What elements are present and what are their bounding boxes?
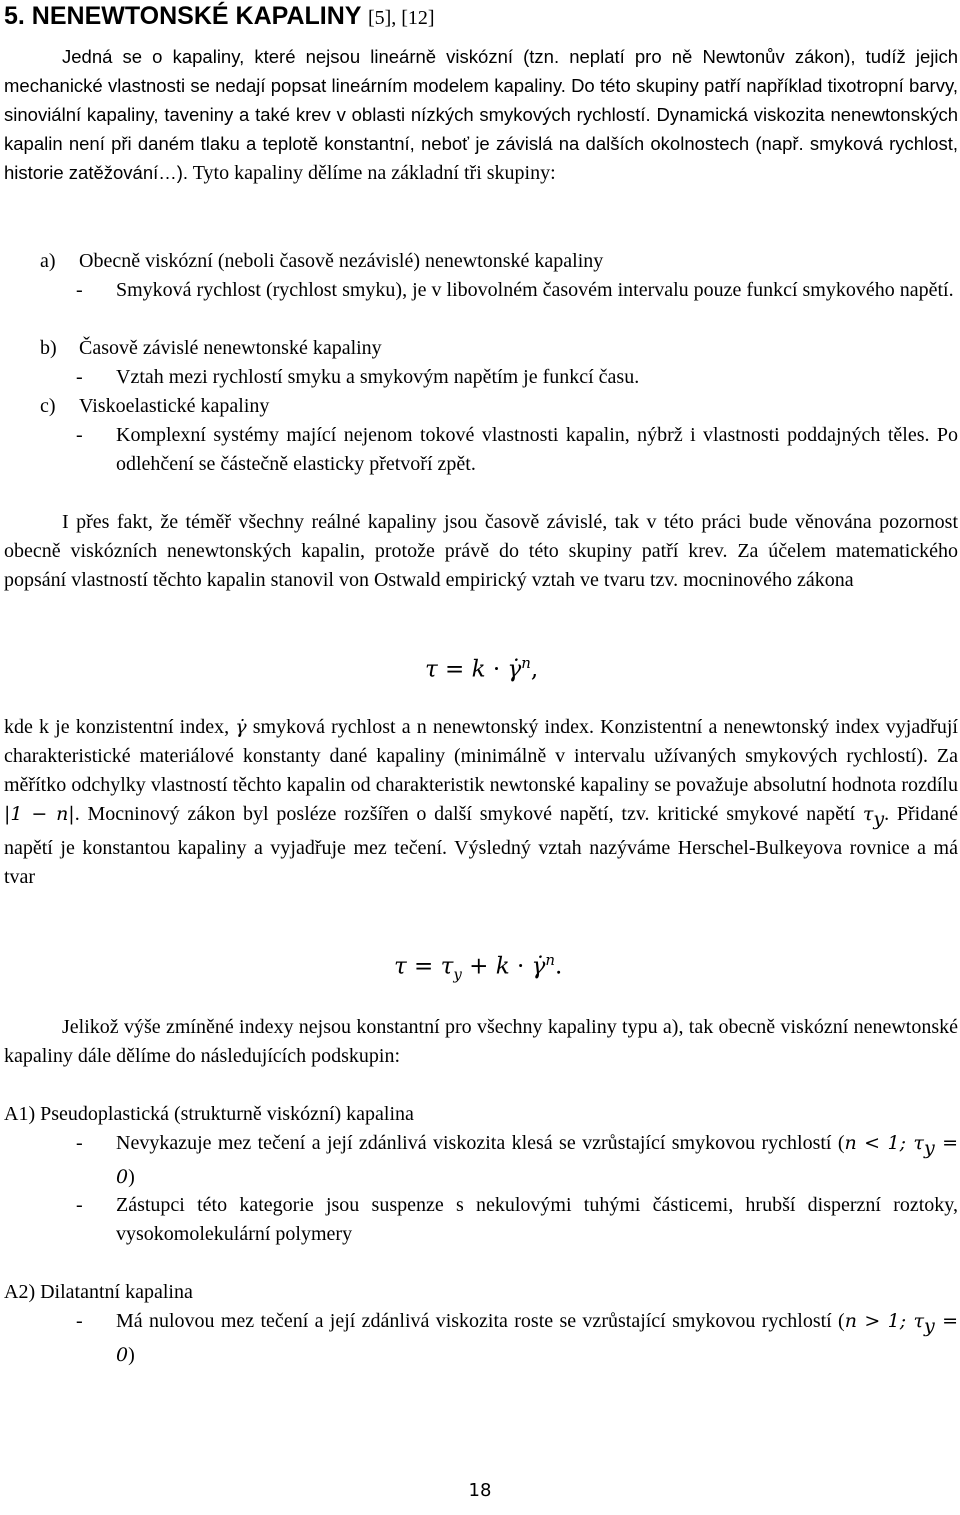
eq1-k: k (471, 656, 486, 683)
a1-condition-math-end: = 0 (116, 1132, 959, 1188)
dash-bullet: - (76, 1132, 83, 1154)
dash-bullet: - (76, 279, 83, 301)
a1-condition-subscript: y (923, 1137, 935, 1159)
group-c-description-text: Komplexní systémy mající nejenom tokové vlastnosti kapalin, nýbrž i vlastnosti poddajných těles. Po odlehčení se částečně elasticky přetvoří zpět. (116, 424, 958, 475)
group-c-title: Viskoelastické kapaliny (79, 395, 270, 417)
group-b-label: b) (40, 337, 57, 359)
eq2-gamma-dot: γ̇ (531, 953, 546, 980)
group-c-description (76, 421, 958, 479)
page-number: 18 (468, 1480, 492, 1501)
a2-condition-math: n > 1; τ (844, 1310, 924, 1332)
a1-item-1-sentence: Nevykazuje mez tečení a její zdánlivá viskozita klesá se vzrůstající smykovou rychlostí ( (116, 1132, 845, 1154)
eq2-equals: = (406, 953, 441, 980)
explanation-paragraph (4, 713, 958, 892)
a2-item-1-sentence: Má nulovou mez tečení a její zdánlivá viskozita roste se vzrůstající smykovou rychlostí ( (116, 1310, 845, 1332)
group-a-description-text: Smyková rychlost (rychlost smyku), je v libovolném časovém intervalu pouze funkcí smykového napětí. (116, 279, 954, 301)
group-c-label: c) (40, 395, 56, 417)
eq2-plus: + (461, 953, 496, 980)
eq1-equals: = (437, 656, 472, 683)
dash-bullet: - (76, 1194, 83, 1216)
eq1-comma: , (530, 656, 539, 683)
a1-item-1 (76, 1129, 958, 1192)
intro-text-part2: Tyto kapaliny dělíme na základní tři skupiny: (188, 162, 556, 184)
explanation-text-1: kde k je konzistentní index, (4, 716, 236, 738)
subgroup-intro-paragraph: Jelikož výše zmíněné indexy nejsou konstantní pro všechny kapaliny typu a), tak obecně viskózní nenewtonské kapaliny dále dělíme do následujících podskupin: (4, 1016, 958, 1067)
power-law-equation (425, 654, 538, 683)
eq2-dot: · (509, 953, 532, 980)
a2-item-1 (76, 1307, 958, 1370)
a1-condition-math: n < 1; τ (844, 1132, 924, 1154)
a1-item-2-text: Zástupci této kategorie jsou suspenze s nekulovými tuhými částicemi, hrubší disperzní roztoky, vysokomolekulární polymery (116, 1194, 958, 1245)
intro-paragraph (4, 42, 958, 188)
section-heading (4, 2, 435, 31)
a2-condition-subscript: y (923, 1315, 935, 1337)
dash-bullet: - (76, 366, 83, 388)
abs-value-expression: |1 − n| (4, 803, 75, 825)
a2-heading: A2) Dilatantní kapalina (4, 1281, 193, 1303)
tau-subscript: y (873, 808, 885, 830)
explanation-text-4: . Přidané napětí je konstantou kapaliny a vyjadřuje mez tečení. Výsledný vztah nazýváme Herschel-Bulkeyova rovnice a má tvar (4, 803, 958, 888)
group-a-label: a) (40, 250, 56, 272)
eq1-exponent: n (521, 654, 531, 672)
dash-bullet: - (76, 424, 83, 446)
eq2-tau-y: τ (440, 953, 454, 980)
a1-heading: A1) Pseudoplastická (strukturně viskózní) kapalina (4, 1103, 414, 1125)
eq2-period: . (554, 953, 563, 980)
tau-symbol: τ (862, 803, 874, 825)
herschel-bulkley-equation (394, 951, 562, 983)
group-b-description (76, 363, 958, 392)
explanation-text-3: . Mocninový zákon byl posléze rozšířen o další smykové napětí, tzv. kritické smykové napětí (74, 803, 863, 825)
a1-item-1-text (116, 1129, 958, 1192)
intro-text-part1: Jedná se o kapaliny, které nejsou lineárně viskózní (tzn. neplatí pro ně Newtonův zákon), tudíž jejich mechanické vlastnosti se nedají popsat lineárním modelem kapaliny. Do této skupiny patří například tixotropní barvy, sinoviální kapaliny, taveniny a také krev v oblasti nízkých smykových rychlostí. Dynamická viskozita nenewtonských kapalin není při daném tlaku a teplotě konstantní, neboť je závislá na dalších okolnostech (např. smyková rychlost, historie zatěžování…). (4, 46, 958, 183)
group-b-title: Časově závislé nenewtonské kapaliny (79, 337, 382, 359)
a1-item-2 (76, 1191, 958, 1249)
eq2-k: k (495, 953, 510, 980)
explanation-text-2: smyková rychlost a n nenewtonský index. Konzistentní a nenewtonský index vyjadřují charakteristické materiálové konstanty dané kapaliny (minimálně v intervalu užívaných smykových rychlostí). Za měřítko odchylky vlastností těchto kapalin od charakteristik newtonské kapaliny se považuje absolutní hodnota rozdílu (4, 716, 958, 796)
eq2-tau: τ (394, 953, 407, 980)
a1-close-paren: ) (128, 1166, 135, 1188)
eq2-exponent: n (545, 951, 555, 969)
group-a-title: Obecně viskózní (neboli časově nezávislé) nenewtonské kapaliny (79, 250, 604, 272)
eq1-tau: τ (425, 656, 438, 683)
eq1-dot: · (485, 656, 508, 683)
a2-item-1-text (116, 1307, 958, 1370)
a2-condition-math-end: = 0 (116, 1310, 959, 1366)
eq2-tau-subscript: y (453, 965, 462, 984)
dash-bullet: - (76, 1310, 83, 1332)
section-title: 5. NENEWTONSKÉ KAPALINY (4, 2, 361, 30)
ostwald-paragraph: I přes fakt, že téměř všechny reálné kapaliny jsou časově závislé, tak v této práci bude věnována pozornost obecně viskózních nenewtonských kapalin, protože právě do této skupiny patří krev. Za účelem matematického popsání vlastností těchto kapalin stanovil von Ostwald empirický vztah ve tvaru tzv. mocninového zákona (4, 511, 958, 591)
a2-close-paren: ) (128, 1344, 135, 1366)
gamma-dot-symbol: γ̇ (235, 716, 247, 738)
section-references: [5], [12] (367, 7, 435, 29)
group-a-description (76, 276, 958, 305)
group-b-description-text: Vztah mezi rychlostí smyku a smykovým napětím je funkcí času. (116, 366, 640, 388)
eq1-gamma-dot: γ̇ (507, 656, 522, 683)
